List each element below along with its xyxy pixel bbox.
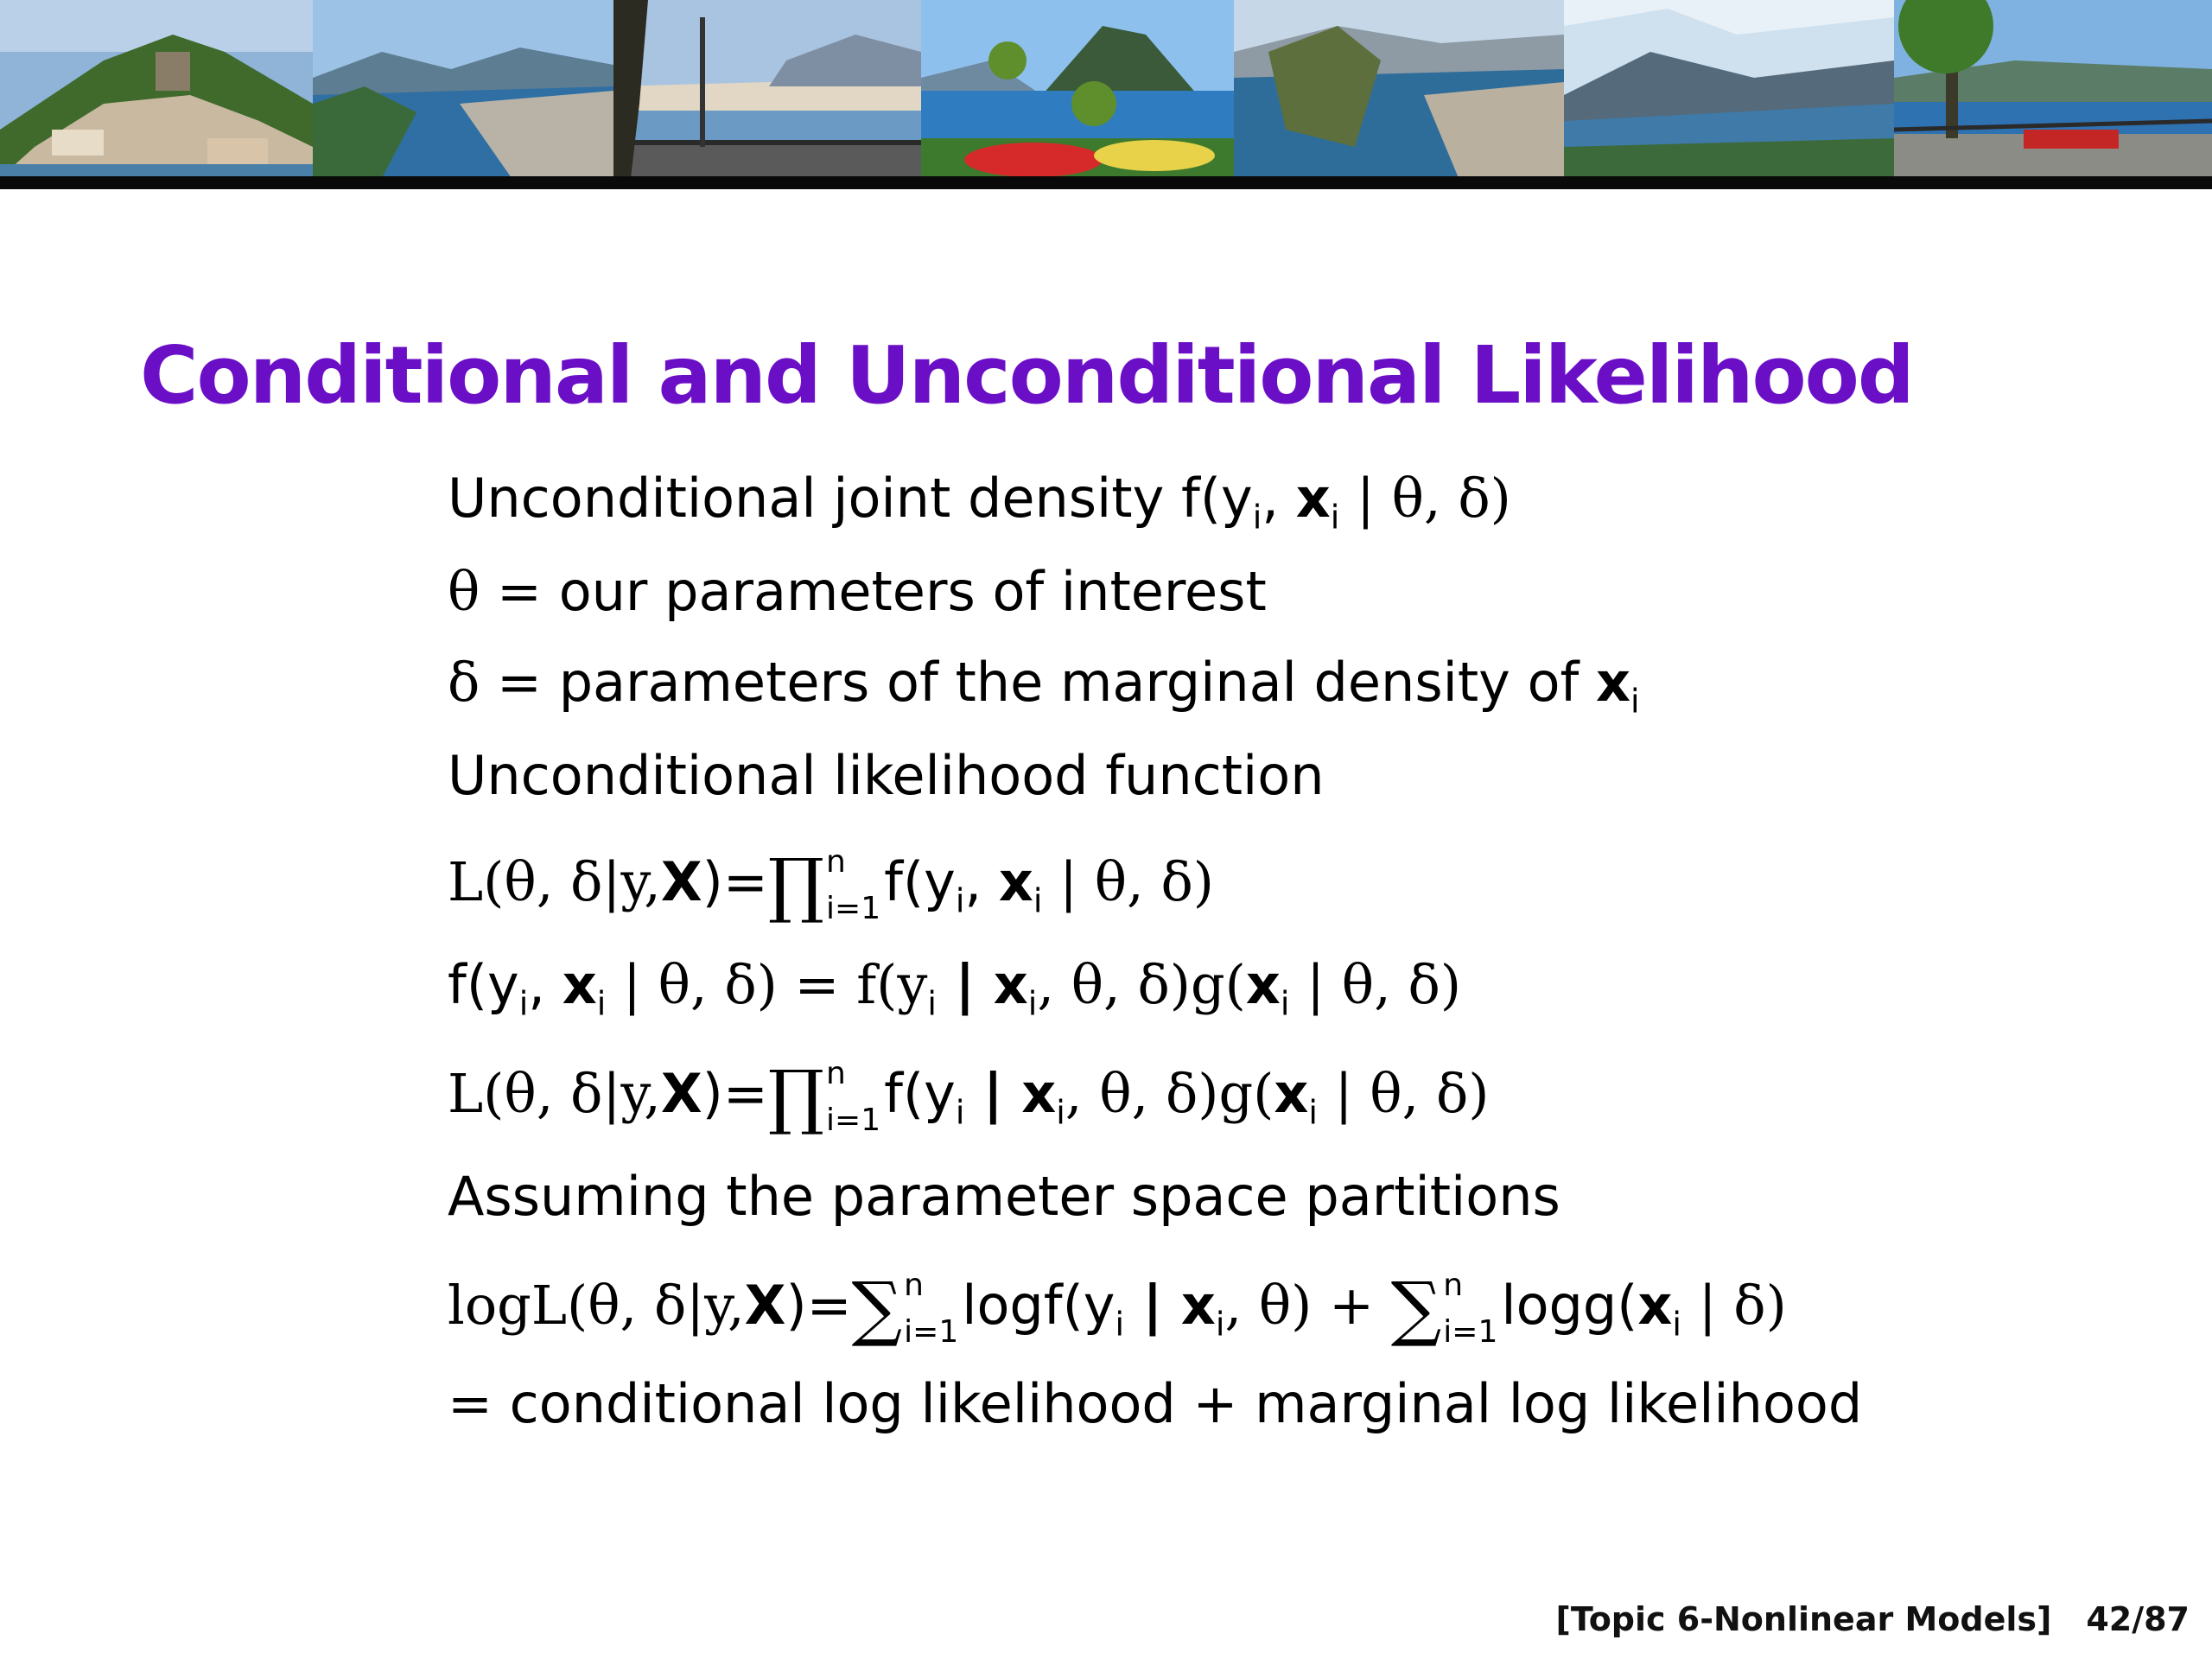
photo-flowers-mountain (921, 0, 1234, 178)
photo-lakeside-promenade (613, 0, 921, 178)
line-unconditional-joint-density: Unconditional joint density $f(y_i$, $x_i$ | θ, δ) (448, 467, 1511, 537)
header-photo-banner (0, 0, 2212, 178)
line-theta-definition: θ = our parameters of interest (448, 560, 1267, 623)
slide-title: Conditional and Unconditional Likelihood (140, 329, 1913, 422)
line-log-likelihood-sum: logL(θ, δ|y,X)=∑ n i=1 $\log f(y_i$ | $x_i$, θ) + ∑ n i=1 $\log g(x_i$ | δ) (448, 1267, 1787, 1350)
line-density-factorization: $f(y_i$, $x_i$ | θ, $\delta) = f(y_i$ | $x_i$, θ, $\delta)g(x_i$ | θ, δ) (448, 953, 1462, 1023)
line-delta-definition: δ = parameters of the marginal density of $x_i$ (448, 651, 1640, 721)
photo-promenade-bench (1894, 0, 2212, 178)
photo-aerial-bay (1234, 0, 1564, 178)
page-number: 42/87 (2086, 1600, 2190, 1638)
photo-hill-town (0, 0, 313, 178)
photo-bay-overview (313, 0, 613, 178)
banner-divider-rule (0, 176, 2212, 189)
line-parameter-space-partitions: Assuming the parameter space partitions (448, 1165, 1560, 1228)
slide-footer (1555, 1600, 2190, 1638)
photo-lake-valley (1564, 0, 1894, 178)
footer-topic: [Topic 6-Nonlinear Models] (1555, 1600, 2052, 1638)
line-likelihood-product: L(θ, δ|y,X)=∏ n i=1 $f(y_i$, $x_i$ | θ, δ) (448, 843, 1214, 926)
line-likelihood-factored-product: L(θ, δ|y,X)=∏ n i=1 $f(y_i$ | $x_i$, θ, $\delta)g(x_i$ | θ, δ) (448, 1055, 1490, 1138)
line-unconditional-likelihood-function: Unconditional likelihood function (448, 744, 1325, 807)
line-conditional-plus-marginal: = conditional log likelihood + marginal log likelihood (448, 1372, 1863, 1435)
